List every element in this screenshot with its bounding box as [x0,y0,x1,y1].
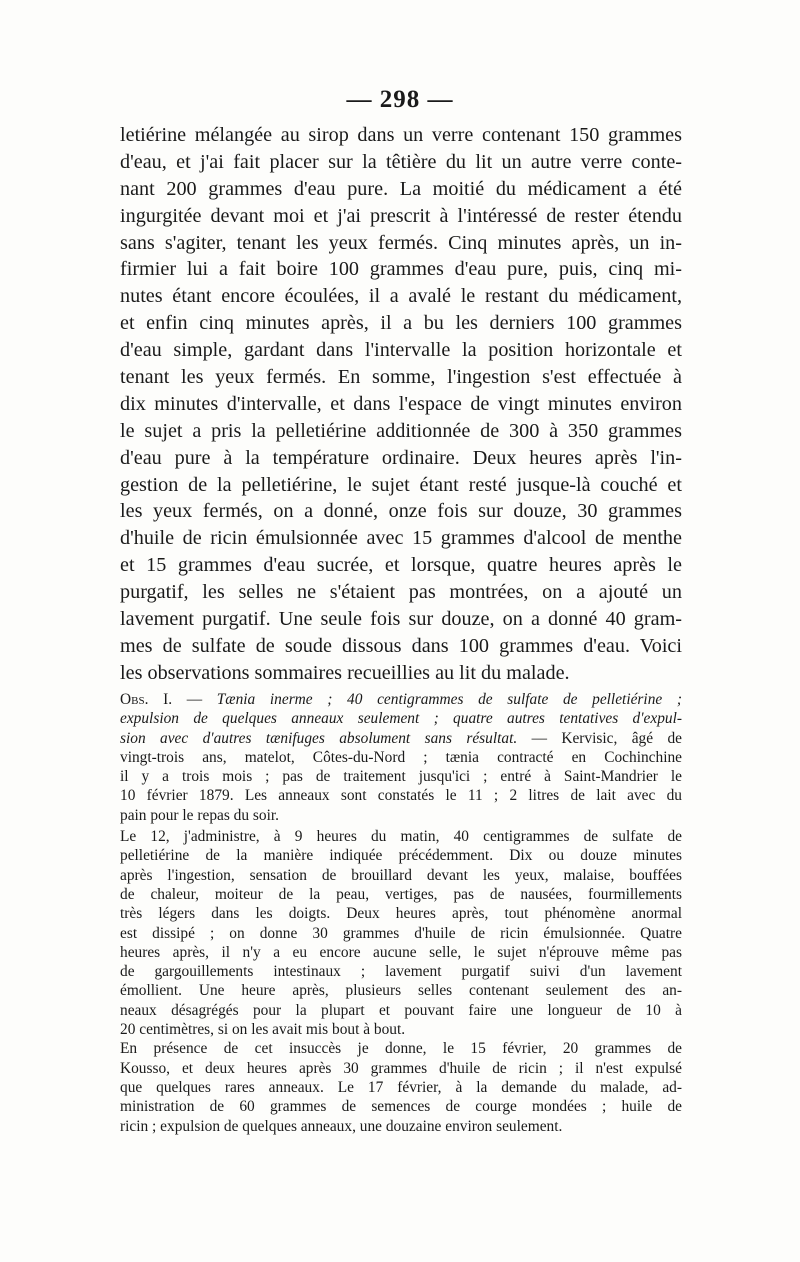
observation-line: 20 centimètres, si on les avait mis bout à bout. [120,1021,406,1039]
text-line: le sujet a pris la pelletiérine additionnée de 300 à 350 grammes [120,419,682,442]
observation-line: très légers dans les doigts. Deux heures après, tout phénomène anormal [120,905,682,923]
text-line: sans s'agiter, tenant les yeux fermés. Cinq minutes après, un in- [120,231,682,254]
observation-line: En présence de cet insuccès je donne, le 15 février, 20 grammes de [120,1040,682,1058]
observation-line: est dissipé ; on donne 30 grammes d'huile de ricin émulsionnée. Quatre [120,924,682,942]
observation-heading-line [120,729,682,748]
text-line: lavement purgatif. Une seule fois sur douze, on a donné 40 gram- [120,608,682,631]
observation-line: vingt-trois ans, matelot, Côtes-du-Nord ; tænia contracté en Cochinchine [120,748,682,766]
text-line: d'eau, et j'ai fait placer sur la têtière du lit un autre verre conte- [120,150,682,173]
observation-line: neaux désagrégés pour la plupart et pouvant faire une longueur de 10 à [120,1001,682,1019]
text-line: mes de sulfate de soude dissous dans 100 grammes d'eau. Voici [120,634,682,657]
observation-line: après l'ingestion, sensation de brouillard devant les yeux, malaise, bouffées [120,866,682,884]
text-line: d'eau simple, gardant dans l'intervalle la position horizontale et [120,339,682,362]
observation-line: pain pour le repas du soir. [120,806,280,824]
observation-heading-line: expulsion de quelques anneaux seulement ; quatre autres tentatives d'expul- [120,710,682,728]
text-line: d'eau pure à la température ordinaire. Deux heures après l'in- [120,446,682,469]
observation-heading-line [120,690,682,709]
text-line: nant 200 grammes d'eau pure. La moitié du médicament a été [120,177,682,200]
text-line: dix minutes d'intervalle, et dans l'espace de vingt minutes environ [120,392,682,415]
text-line: tenant les yeux fermés. En somme, l'ingestion s'est effectuée à [120,366,682,389]
observation-line: de gargouillements intestinaux ; lavement purgatif suivi d'un lavement [120,963,682,981]
observation-line: ministration de 60 grammes de semences de courge mondées ; huile de [120,1098,682,1116]
observation-line: émollient. Une heure après, plusieurs selles contenant seulement des an- [120,982,682,1000]
observation-line: Kousso, et deux heures après 30 grammes d'huile de ricin ; il n'est expulsé [120,1059,682,1077]
text-line: purgatif, les selles ne s'étaient pas montrées, on a ajouté un [120,581,682,604]
observation-label: Obs. I. — [120,691,203,708]
observation-section [120,690,682,1136]
text-line: et enfin cinq minutes après, il a bu les derniers 100 grammes [120,312,682,335]
observation-line: pelletiérine de la manière indiquée précédemment. Dix ou douze minutes [120,847,682,865]
text-line: d'huile de ricin émulsionnée avec 15 grammes d'alcool de menthe [120,527,682,550]
observation-heading-rest: — Kervisic, âgé de [531,729,682,747]
text-line: firmier lui a fait boire 100 grammes d'eau pure, puis, cinq mi- [120,258,682,281]
text-line: nutes étant encore écoulées, il a avalé le restant du médicament, [120,285,682,308]
observation-heading-text: Tænia inerme ; 40 centigrammes de sulfate de pelletiérine ; [216,691,682,708]
observation-line: ricin ; expulsion de quelques anneaux, une douzaine environ seulement. [120,1117,563,1135]
observation-line: heures après, il n'y a eu encore aucune selle, le sujet n'éprouve même pas [120,943,682,961]
observation-line: 10 février 1879. Les anneaux sont constatés le 11 ; 2 litres de lait avec du [120,787,682,805]
page-number: — 298 — [346,86,454,113]
text-line: ingurgitée devant moi et j'ai prescrit à l'intéressé de rester étendu [120,204,682,227]
text-line: gestion de la pelletiérine, le sujet étant resté jusque-là couché et [120,473,682,496]
observation-heading-text: sion avec d'autres tænifuges absolument sans résultat. [120,729,518,747]
text-line: les yeux fermés, on a donné, onze fois sur douze, 30 grammes [120,500,682,523]
observation-line: il y a trois mois ; pas de traitement jusqu'ici ; entré à Saint-Mandrier le [120,768,682,786]
text-line: letiérine mélangée au sirop dans un verre contenant 150 grammes [120,124,682,146]
text-line: et 15 grammes d'eau sucrée, et lorsque, quatre heures après le [120,554,682,577]
text-line: les observations sommaires recueillies au lit du malade. [120,661,570,684]
observation-line: de chaleur, moiteur de la peau, vertiges, pas de nausées, fourmillements [120,885,682,903]
main-paragraph [120,122,682,687]
observation-line: Le 12, j'administre, à 9 heures du matin, 40 centigrammes de sulfate de [120,828,682,846]
observation-line: que quelques rares anneaux. Le 17 février, à la demande du malade, ad- [120,1078,682,1096]
